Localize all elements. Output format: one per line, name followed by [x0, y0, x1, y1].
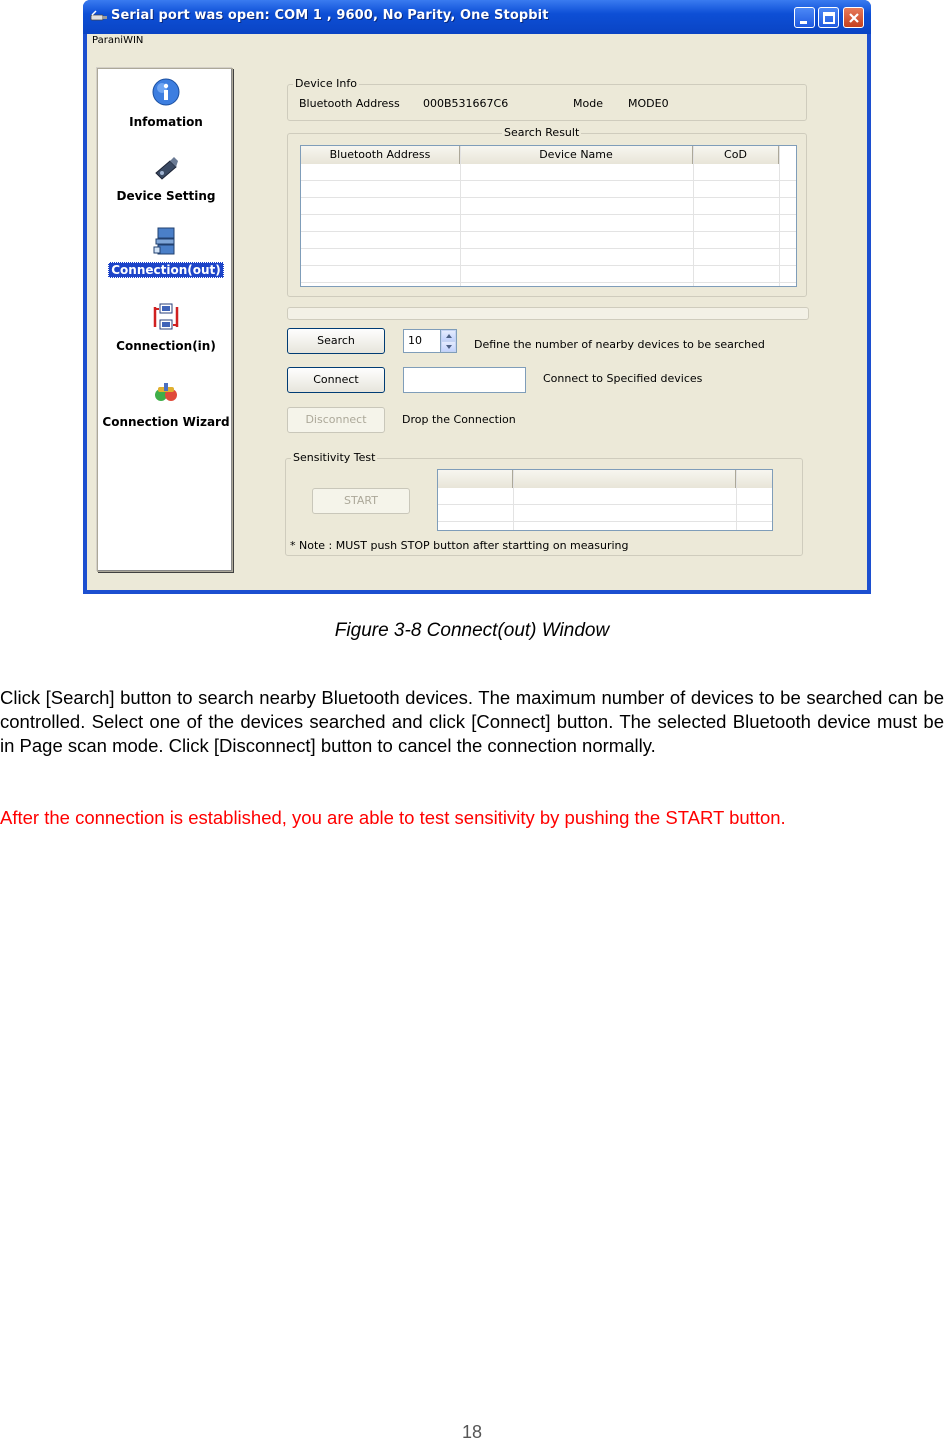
nav-label-connection-wizard: Connection Wizard — [102, 415, 230, 429]
search-count-input[interactable]: 10 — [403, 329, 441, 353]
minimize-button[interactable] — [794, 7, 815, 28]
highlight-paragraph: After the connection is established, you are able to test sensitivity by pushing the START button. — [0, 807, 786, 828]
nav-item-infomation[interactable] — [98, 77, 234, 137]
nav-label-connection-out-text: Connection(out) — [108, 262, 224, 278]
disconnect-button[interactable]: Disconnect — [287, 407, 385, 433]
nav-label-connection-in: Connection(in) — [116, 339, 216, 353]
nav-panel — [97, 68, 233, 572]
table-row[interactable] — [301, 198, 796, 215]
search-result-title: Search Result — [504, 126, 580, 139]
nav-item-connection-in[interactable] — [98, 301, 234, 361]
nav-label-device-setting: Device Setting — [116, 189, 216, 203]
close-icon — [844, 8, 865, 29]
page-number: 18 — [461, 1422, 483, 1442]
serial-plug-icon — [90, 9, 108, 23]
mode-label: Mode — [573, 97, 603, 110]
connection-in-icon — [150, 301, 182, 333]
close-button[interactable] — [843, 7, 864, 28]
search-count-spinner[interactable] — [441, 329, 457, 353]
search-button[interactable]: Search — [287, 328, 385, 354]
bluetooth-address-value: 000B531667C6 — [423, 97, 509, 110]
sensitivity-test-title: Sensitivity Test — [293, 451, 376, 464]
minimize-icon — [795, 8, 816, 29]
app-window — [83, 0, 871, 594]
menu-bar — [87, 34, 867, 52]
table-row[interactable] — [301, 181, 796, 198]
column-header-cod[interactable]: CoD — [693, 146, 779, 164]
mode-value: MODE0 — [628, 97, 669, 110]
search-result-header — [301, 146, 779, 164]
menu-paraniwin[interactable]: ParaniWIN — [92, 35, 144, 46]
sensitivity-test-group — [285, 451, 803, 556]
spin-up-button[interactable] — [441, 330, 456, 341]
status-strip — [287, 307, 809, 320]
connect-description: Connect to Specified devices — [543, 372, 703, 385]
nav-item-connection-out[interactable] — [98, 225, 234, 285]
sensitivity-table[interactable] — [437, 469, 773, 531]
search-result-table[interactable] — [300, 145, 797, 287]
column-header-device-name[interactable]: Device Name — [460, 146, 693, 164]
connection-wizard-icon — [150, 377, 182, 409]
nav-label-infomation: Infomation — [129, 115, 203, 129]
search-result-group — [287, 126, 807, 297]
sensitivity-header — [438, 470, 773, 488]
start-button[interactable]: START — [312, 488, 410, 514]
column-header-bluetooth-address[interactable]: Bluetooth Address — [301, 146, 460, 164]
maximize-icon — [819, 8, 840, 29]
figure-caption: Figure 3-8 Connect(out) Window — [334, 620, 610, 641]
connection-out-icon — [150, 225, 182, 257]
table-row[interactable] — [301, 266, 796, 283]
device-setting-icon — [150, 151, 182, 183]
table-row[interactable] — [301, 215, 796, 232]
window-title: Serial port was open: COM 1 , 9600, No Parity, One Stopbit — [111, 8, 549, 23]
table-row[interactable] — [301, 249, 796, 266]
bluetooth-address-label: Bluetooth Address — [299, 97, 400, 110]
table-row[interactable] — [301, 164, 796, 181]
sensitivity-column-header[interactable] — [736, 470, 773, 488]
nav-item-connection-wizard[interactable] — [98, 377, 234, 437]
table-row[interactable] — [438, 505, 772, 522]
connect-address-input[interactable] — [403, 367, 526, 393]
nav-label-connection-out — [98, 263, 234, 277]
maximize-button[interactable] — [818, 7, 839, 28]
down-arrow-icon — [446, 345, 452, 349]
sensitivity-column-header[interactable] — [438, 470, 513, 488]
sensitivity-column-header[interactable] — [513, 470, 736, 488]
device-info-group — [287, 77, 807, 121]
info-icon — [150, 77, 182, 109]
window-client-area — [87, 34, 867, 590]
spin-down-button[interactable] — [441, 341, 456, 352]
connect-button[interactable]: Connect — [287, 367, 385, 393]
sensitivity-note: * Note : MUST push STOP button after startting on measuring — [290, 539, 629, 552]
disconnect-description: Drop the Connection — [402, 413, 516, 426]
search-description: Define the number of nearby devices to be searched — [474, 338, 765, 351]
title-bar[interactable] — [83, 0, 871, 34]
device-info-title: Device Info — [295, 77, 357, 90]
body-paragraph: Click [Search] button to search nearby Bluetooth devices. The maximum number of devices to be searched can be controlled. Select one of the devices searched and click [Connect] button. The selected Bluetooth device must be in Page scan mode. Click [Disconnect] button to cancel the connection normally. — [0, 687, 944, 756]
table-row[interactable] — [438, 488, 772, 505]
table-row[interactable] — [301, 232, 796, 249]
nav-item-device-setting[interactable] — [98, 151, 234, 211]
up-arrow-icon — [446, 334, 452, 338]
